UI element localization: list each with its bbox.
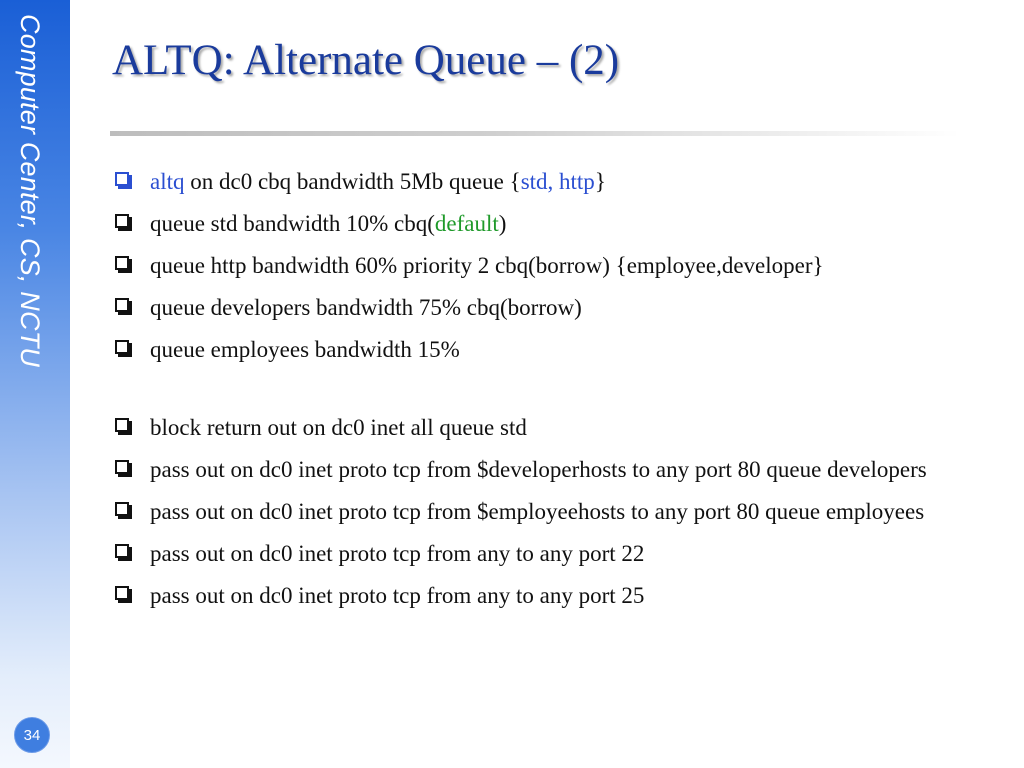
bullet-item <box>113 537 993 571</box>
slide-title: ALTQ: Alternate Queue – (2) <box>112 37 620 84</box>
bullet-text: queue std bandwidth 10% cbq( <box>150 211 435 236</box>
checkbox-bullet-shadow-icon <box>118 516 132 519</box>
bullet-text: pass out on dc0 inet proto tcp from $employeehosts to any port 80 queue employees <box>150 499 925 524</box>
checkbox-bullet-shadow-icon <box>118 432 132 435</box>
checkbox-bullet-shadow-icon <box>118 312 132 315</box>
checkbox-bullet-icon <box>115 460 129 474</box>
bullet-text: } <box>594 169 606 194</box>
bullet-text: queue developers bandwidth 75% cbq(borrow) <box>150 295 582 320</box>
keyword-queue-list: std, http <box>520 169 595 194</box>
bullet-item <box>113 579 993 613</box>
checkbox-bullet-shadow-icon <box>118 270 132 273</box>
bullet-item <box>113 333 993 367</box>
bullet-item <box>113 249 993 283</box>
sidebar-caption: Computer Center, CS, NCTU <box>15 14 45 368</box>
bullet-text: queue employees bandwidth 15% <box>150 337 460 362</box>
page-number-badge: 34 <box>14 717 50 753</box>
bullet-text: pass out on dc0 inet proto tcp from any to any port 25 <box>150 583 645 608</box>
bullet-item <box>113 207 993 241</box>
bullet-item <box>113 165 993 199</box>
checkbox-bullet-shadow-icon <box>118 558 132 561</box>
bullet-text: pass out on dc0 inet proto tcp from $developerhosts to any port 80 queue developers <box>150 457 927 482</box>
bullet-item <box>113 291 993 325</box>
checkbox-bullet-icon <box>115 298 129 312</box>
checkbox-bullet-icon <box>115 340 129 354</box>
bullet-item <box>113 453 993 487</box>
keyword-altq: altq <box>150 169 185 194</box>
checkbox-bullet-icon <box>115 214 129 228</box>
checkbox-bullet-shadow-icon <box>118 474 132 477</box>
keyword-default: default <box>434 211 499 236</box>
bullet-list <box>113 165 993 621</box>
checkbox-bullet-shadow-icon <box>118 600 132 603</box>
title-divider <box>110 131 960 136</box>
checkbox-bullet-icon <box>115 256 129 270</box>
checkbox-bullet-shadow-icon <box>118 186 132 189</box>
bullet-item <box>113 411 993 445</box>
checkbox-bullet-icon <box>115 586 129 600</box>
bullet-text: ) <box>498 211 507 236</box>
checkbox-bullet-shadow-icon <box>118 354 132 357</box>
checkbox-bullet-shadow-icon <box>118 228 132 231</box>
bullet-text: on dc0 cbq bandwidth 5Mb queue { <box>184 169 521 194</box>
checkbox-bullet-icon <box>115 172 129 186</box>
checkbox-bullet-icon <box>115 544 129 558</box>
checkbox-bullet-icon <box>115 418 129 432</box>
sidebar-band <box>0 0 70 768</box>
bullet-text: block return out on dc0 inet all queue std <box>150 415 527 440</box>
bullet-item <box>113 495 993 529</box>
bullet-text: pass out on dc0 inet proto tcp from any to any port 22 <box>150 541 645 566</box>
bullet-text: queue http bandwidth 60% priority 2 cbq(borrow) {employee,developer} <box>150 253 824 278</box>
checkbox-bullet-icon <box>115 502 129 516</box>
